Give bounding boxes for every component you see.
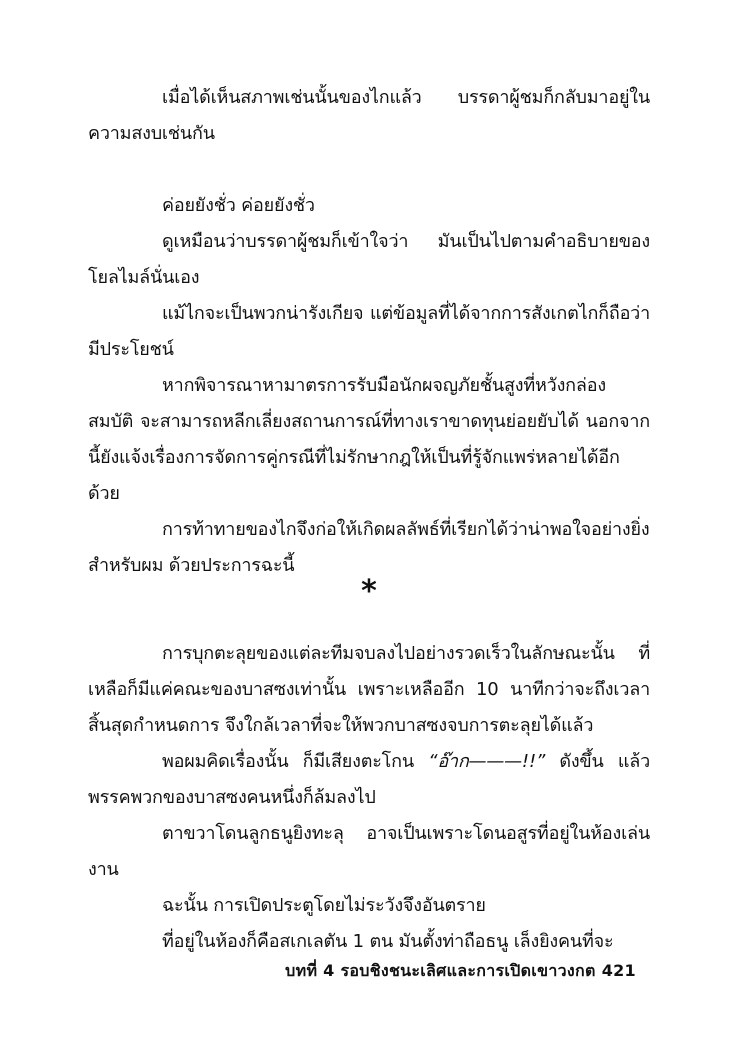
paragraph: ตาขวาโดนลูกธนูยิงทะลุ อาจเป็นเพราะโดนอสูรที่อยู่ในห้องเล่นงาน <box>88 823 650 880</box>
paragraph: หากพิจารณาหามาตรการรับมือนักผจญภัยชั้นสูงที่หวังกล่องสมบัติ จะสามารถหลีกเลี่ยงสถานการณ์ที่ทางเราขาดทุนย่อยยับได้ นอกจากนี้ยังแจ้งเรื่องการจัดการคู่กรณีที่ไม่รักษากฎให้เป็นที่รู้จักแพร่หลายได้อีกด้วย <box>88 375 650 504</box>
page-number: 421 <box>601 961 636 980</box>
paragraph: ที่อยู่ในห้องก็คือสเกเลตัน 1 ตน มันตั้งท่าถือธนู เล็งยิงคนที่จะ <box>162 931 614 952</box>
text-section-1 <box>88 80 650 584</box>
paragraph: การบุกตะลุยของแต่ละทีมจบลงไปอย่างรวดเร็วในลักษณะนั้น ที่เหลือก็มีแค่คณะของบาสซงเท่านั้น เพราะเหลืออีก 10 นาทีกว่าจะถึงเวลาสิ้นสุดกำหนดการ จึงใกล้เวลาที่จะให้พวกบาสซงจบการตะลุยได้แล้ว <box>88 643 650 736</box>
paragraph-text: ดังขึ้น แล้วพรรคพวกของบาสซงคนหนึ่งก็ล้มลงไป <box>88 751 650 808</box>
paragraph: การท้าทายของไกจึงก่อให้เกิดผลลัพธ์ที่เรียกได้ว่าน่าพอใจอย่างยิ่งสำหรับผม ด้วยประการฉะนี้ <box>88 519 650 576</box>
paragraph: แม้ไกจะเป็นพวกน่ารังเกียจ แต่ข้อมูลที่ได้จากการสังเกตไกก็ถือว่ามีประโยชน์ <box>88 303 650 360</box>
paragraph-text: พอผมคิดเรื่องนั้น ก็มีเสียงตะโกน <box>162 751 429 772</box>
scene-break-asterisk: * <box>361 574 377 609</box>
text-section-2 <box>88 636 650 960</box>
paragraph-gap <box>88 152 650 188</box>
paragraph: เมื่อได้เห็นสภาพเช่นนั้นของไกแล้ว บรรดาผู้ชมก็กลับมาอยู่ในความสงบเช่นกัน <box>88 87 650 144</box>
paragraph <box>88 744 650 816</box>
paragraph: ค่อยยังชั่ว ค่อยยังชั่ว <box>162 195 315 216</box>
quoted-shout: “อ๊าก———!!” <box>428 751 546 772</box>
paragraph: ฉะนั้น การเปิดประตูโดยไม่ระวังจึงอันตราย <box>162 895 486 916</box>
chapter-title: บทที่ 4 รอบชิงชนะเลิศและการเปิดเขาวงกต <box>285 961 596 980</box>
running-footer <box>88 957 636 985</box>
paragraph: ดูเหมือนว่าบรรดาผู้ชมก็เข้าใจว่า มันเป็นไปตามคำอธิบายของโยลไมล์นั่นเอง <box>88 231 650 288</box>
